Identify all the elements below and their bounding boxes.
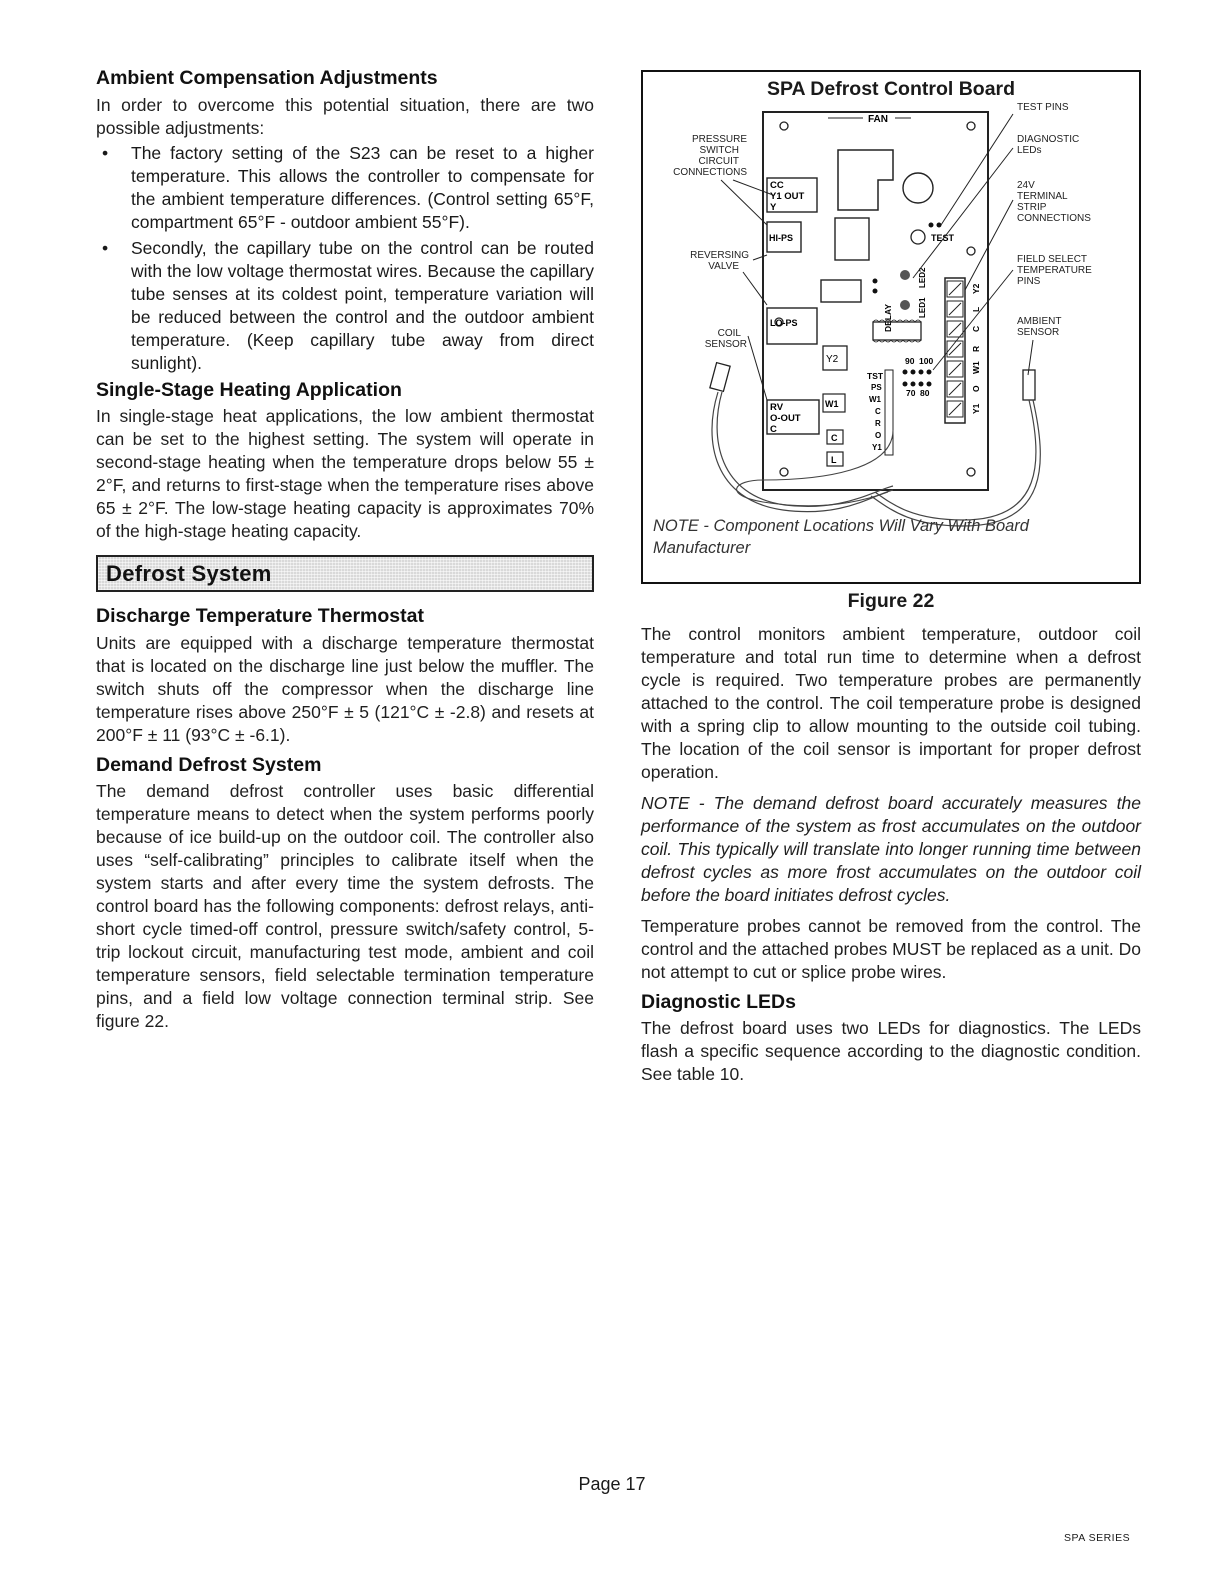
- right-para-2: Temperature probes cannot be removed from the control. The control and the attached probes MUST be replaced as a unit. Do not attempt to cut or splice probe wires.: [641, 916, 1141, 982]
- coil-label-1: COIL: [717, 328, 741, 339]
- c-label: C: [770, 424, 777, 435]
- discharge-heading: Discharge Temperature Thermostat: [96, 605, 424, 627]
- coil-label-2: SENSOR: [704, 339, 747, 350]
- led1-label: LED1: [918, 297, 927, 318]
- tst-label: TST: [867, 371, 884, 381]
- demand-text: The demand defrost controller uses basic differential temperature means to detect when the system performs poorly because of ice build-up on the outdoor coil. The controller also uses “self-calibrating” principles to calibrate itself when the system starts and after every time the system defrosts. The control board has the following components: defrost relays, anti-short cycle timed-off control, pressure switch/safety control, 5-trip lockout circuit, manufacturing test mode, ambient and coil temperature sensors, field selectable termination temperature pins, and a field low voltage connection terminal strip. See figure 22.: [96, 781, 594, 1031]
- coil-sensor-probe: [710, 363, 730, 392]
- terminal-label-3: STRIP: [1017, 202, 1047, 213]
- w1box-label: W1: [825, 399, 839, 409]
- ic-chip: [873, 322, 921, 340]
- mount-hole-br: [967, 468, 975, 476]
- demand-heading: Demand Defrost System: [96, 754, 322, 776]
- hips-label: HI-PS: [769, 233, 794, 243]
- mount-hole-tl: [780, 122, 788, 130]
- reversing-label-2: VALVE: [708, 261, 739, 272]
- discharge-text: Units are equipped with a discharge temperature thermostat that is located on the discharge line just below the muffler. The switch shuts off the compressor when the discharge line temperature rises above 250°F ± 5 (121°C ± -2.8) and resets at 200°F ± 11 (93°C ± -6.1).: [96, 633, 594, 745]
- figure-title: SPA Defrost Control Board: [766, 78, 1016, 100]
- test-label: TEST: [931, 233, 955, 243]
- temp-70: 70: [906, 388, 916, 398]
- lbox-label: L: [831, 455, 837, 465]
- reversing-label-1: REVERSING: [690, 250, 749, 261]
- y2box-label: Y2: [826, 354, 839, 365]
- banner-title: Defrost System: [106, 560, 272, 586]
- led2-label: LED2: [918, 267, 927, 288]
- led1-icon: [900, 300, 910, 310]
- temp-80: 80: [920, 388, 930, 398]
- single-stage-text: In single-stage heat applications, the low ambient thermostat can be set to the highest setting. The system will operate in second-stage heating when the temperature drops below 55 ± 2°F, and returns to first-stage when the temperature rises above 65 ± 2°F. The low-stage heating capacity is approximates 70% of the high-stage heating capacity.: [96, 406, 594, 541]
- ambient-intro: In order to overcome this potential situation, there are two possible adjustments:: [96, 95, 594, 138]
- page-number: Page 17: [578, 1474, 646, 1494]
- cbox-label: C: [831, 433, 838, 443]
- series-label: SPA SERIES: [1064, 1532, 1131, 1544]
- term-r: R: [971, 345, 981, 352]
- pin-o: O: [875, 431, 882, 440]
- single-stage-heading: Single-Stage Heating Application: [96, 379, 402, 401]
- test-circle: [911, 230, 925, 244]
- ambient-bullets: [96, 142, 594, 375]
- term-y2: Y2: [971, 283, 981, 294]
- pin-column: [885, 370, 893, 455]
- pin-w1: W1: [869, 395, 881, 404]
- mount-hole-tr: [967, 122, 975, 130]
- diagnostic-label-1: DIAGNOSTIC: [1017, 134, 1080, 145]
- pin-ps: PS: [871, 383, 882, 392]
- mount-hole-bl: [780, 468, 788, 476]
- lops-label: LO-PS: [770, 318, 798, 328]
- y1out-label: Y1 OUT: [770, 191, 805, 202]
- figure-22-box: [641, 70, 1141, 584]
- ambient-bullet-1: • The factory setting of the S23 can be reset to a higher temperature. This allows the controller to compensate for the ambient temperature differences. (Control setting 65°F, compartment 65°F - outdoor ambient 55°F).: [96, 142, 594, 234]
- ambient-bullet-2: • Secondly, the capillary tube on the control can be routed with the low voltage thermostat wires. Because the capillary tube senses at its coldest point, temperature variation will be reduced between the control and the outdoor ambient temperature. (Keep capillary tube away from direct sunlight).: [96, 237, 594, 375]
- rv-label: RV: [770, 402, 784, 413]
- mount-hole-mr: [967, 247, 975, 255]
- test-pins-label: TEST PINS: [1017, 102, 1069, 113]
- pin-r: R: [875, 419, 881, 428]
- ambient-label-1: AMBIENT: [1017, 316, 1062, 327]
- figure-note: NOTE - Component Locations Will Vary With Board Manufacturer: [653, 517, 1029, 557]
- oout-label: O-OUT: [770, 413, 801, 424]
- field-label-2: TEMPERATURE: [1017, 265, 1092, 276]
- terminal-label-2: TERMINAL: [1017, 191, 1068, 202]
- terminal-label-4: CONNECTIONS: [1017, 213, 1091, 224]
- center-block: [835, 218, 869, 260]
- pin-y1: Y1: [872, 443, 882, 452]
- term-l: L: [971, 306, 981, 312]
- ambient-sensor-probe: [1023, 370, 1035, 400]
- pressure-label-2: SWITCH: [699, 145, 739, 156]
- term-y1: Y1: [971, 403, 981, 414]
- ambient-label-2: SENSOR: [1017, 327, 1060, 338]
- pin-c: C: [875, 407, 881, 416]
- temp-90: 90: [905, 356, 915, 366]
- relay-block: [838, 150, 893, 210]
- left-column: [96, 66, 594, 1033]
- capacitor-circle: [903, 173, 933, 203]
- terminal-label-1: 24V: [1017, 180, 1035, 191]
- defrost-board-diagram: [643, 100, 1139, 540]
- term-w1: W1: [971, 361, 981, 374]
- right-para-1: The control monitors ambient temperature, outdoor coil temperature and total run time to determine when a defrost cycle is required. Two temperature probes are permanently attached to the control. The coil temperature probe is designed with a spring clip to allow mounting to the outside coil tubing. The location of the coil sensor is important for proper defrost operation.: [641, 624, 1141, 782]
- diagnostic-label-2: LEDs: [1017, 145, 1042, 156]
- delay-block: [821, 280, 861, 302]
- defrost-system-banner: [96, 555, 594, 592]
- delay-label: DELAY: [883, 303, 893, 332]
- pressure-label-1: PRESSURE: [691, 134, 747, 145]
- y-label: Y: [770, 202, 777, 213]
- fan-label: FAN: [868, 114, 888, 125]
- cc-label: CC: [770, 180, 784, 191]
- term-o: O: [971, 385, 981, 392]
- right-column: [641, 70, 1141, 1086]
- field-label-3: PINS: [1017, 276, 1041, 287]
- ambient-heading: Ambient Compensation Adjustments: [96, 67, 438, 89]
- term-c: C: [971, 325, 981, 332]
- diagnostic-text: The defrost board uses two LEDs for diagnostics. The LEDs flash a specific sequence according to the diagnostic condition. See table 10.: [641, 1018, 1141, 1084]
- diagnostic-heading: Diagnostic LEDs: [641, 991, 796, 1013]
- temp-100: 100: [919, 356, 934, 366]
- led2-icon: [900, 270, 910, 280]
- pressure-label-4: CONNECTIONS: [673, 167, 747, 178]
- figure-label: Figure 22: [847, 590, 935, 612]
- field-label-1: FIELD SELECT: [1017, 254, 1088, 265]
- right-note: NOTE - The demand defrost board accurately measures the performance of the system as frost accumulates on the outdoor coil. This typically will translate into longer running time between defrost cycles as more frost accumulates on the outdoor coil before the board initiates defrost cycles.: [641, 793, 1141, 905]
- pressure-label-3: CIRCUIT: [698, 156, 739, 167]
